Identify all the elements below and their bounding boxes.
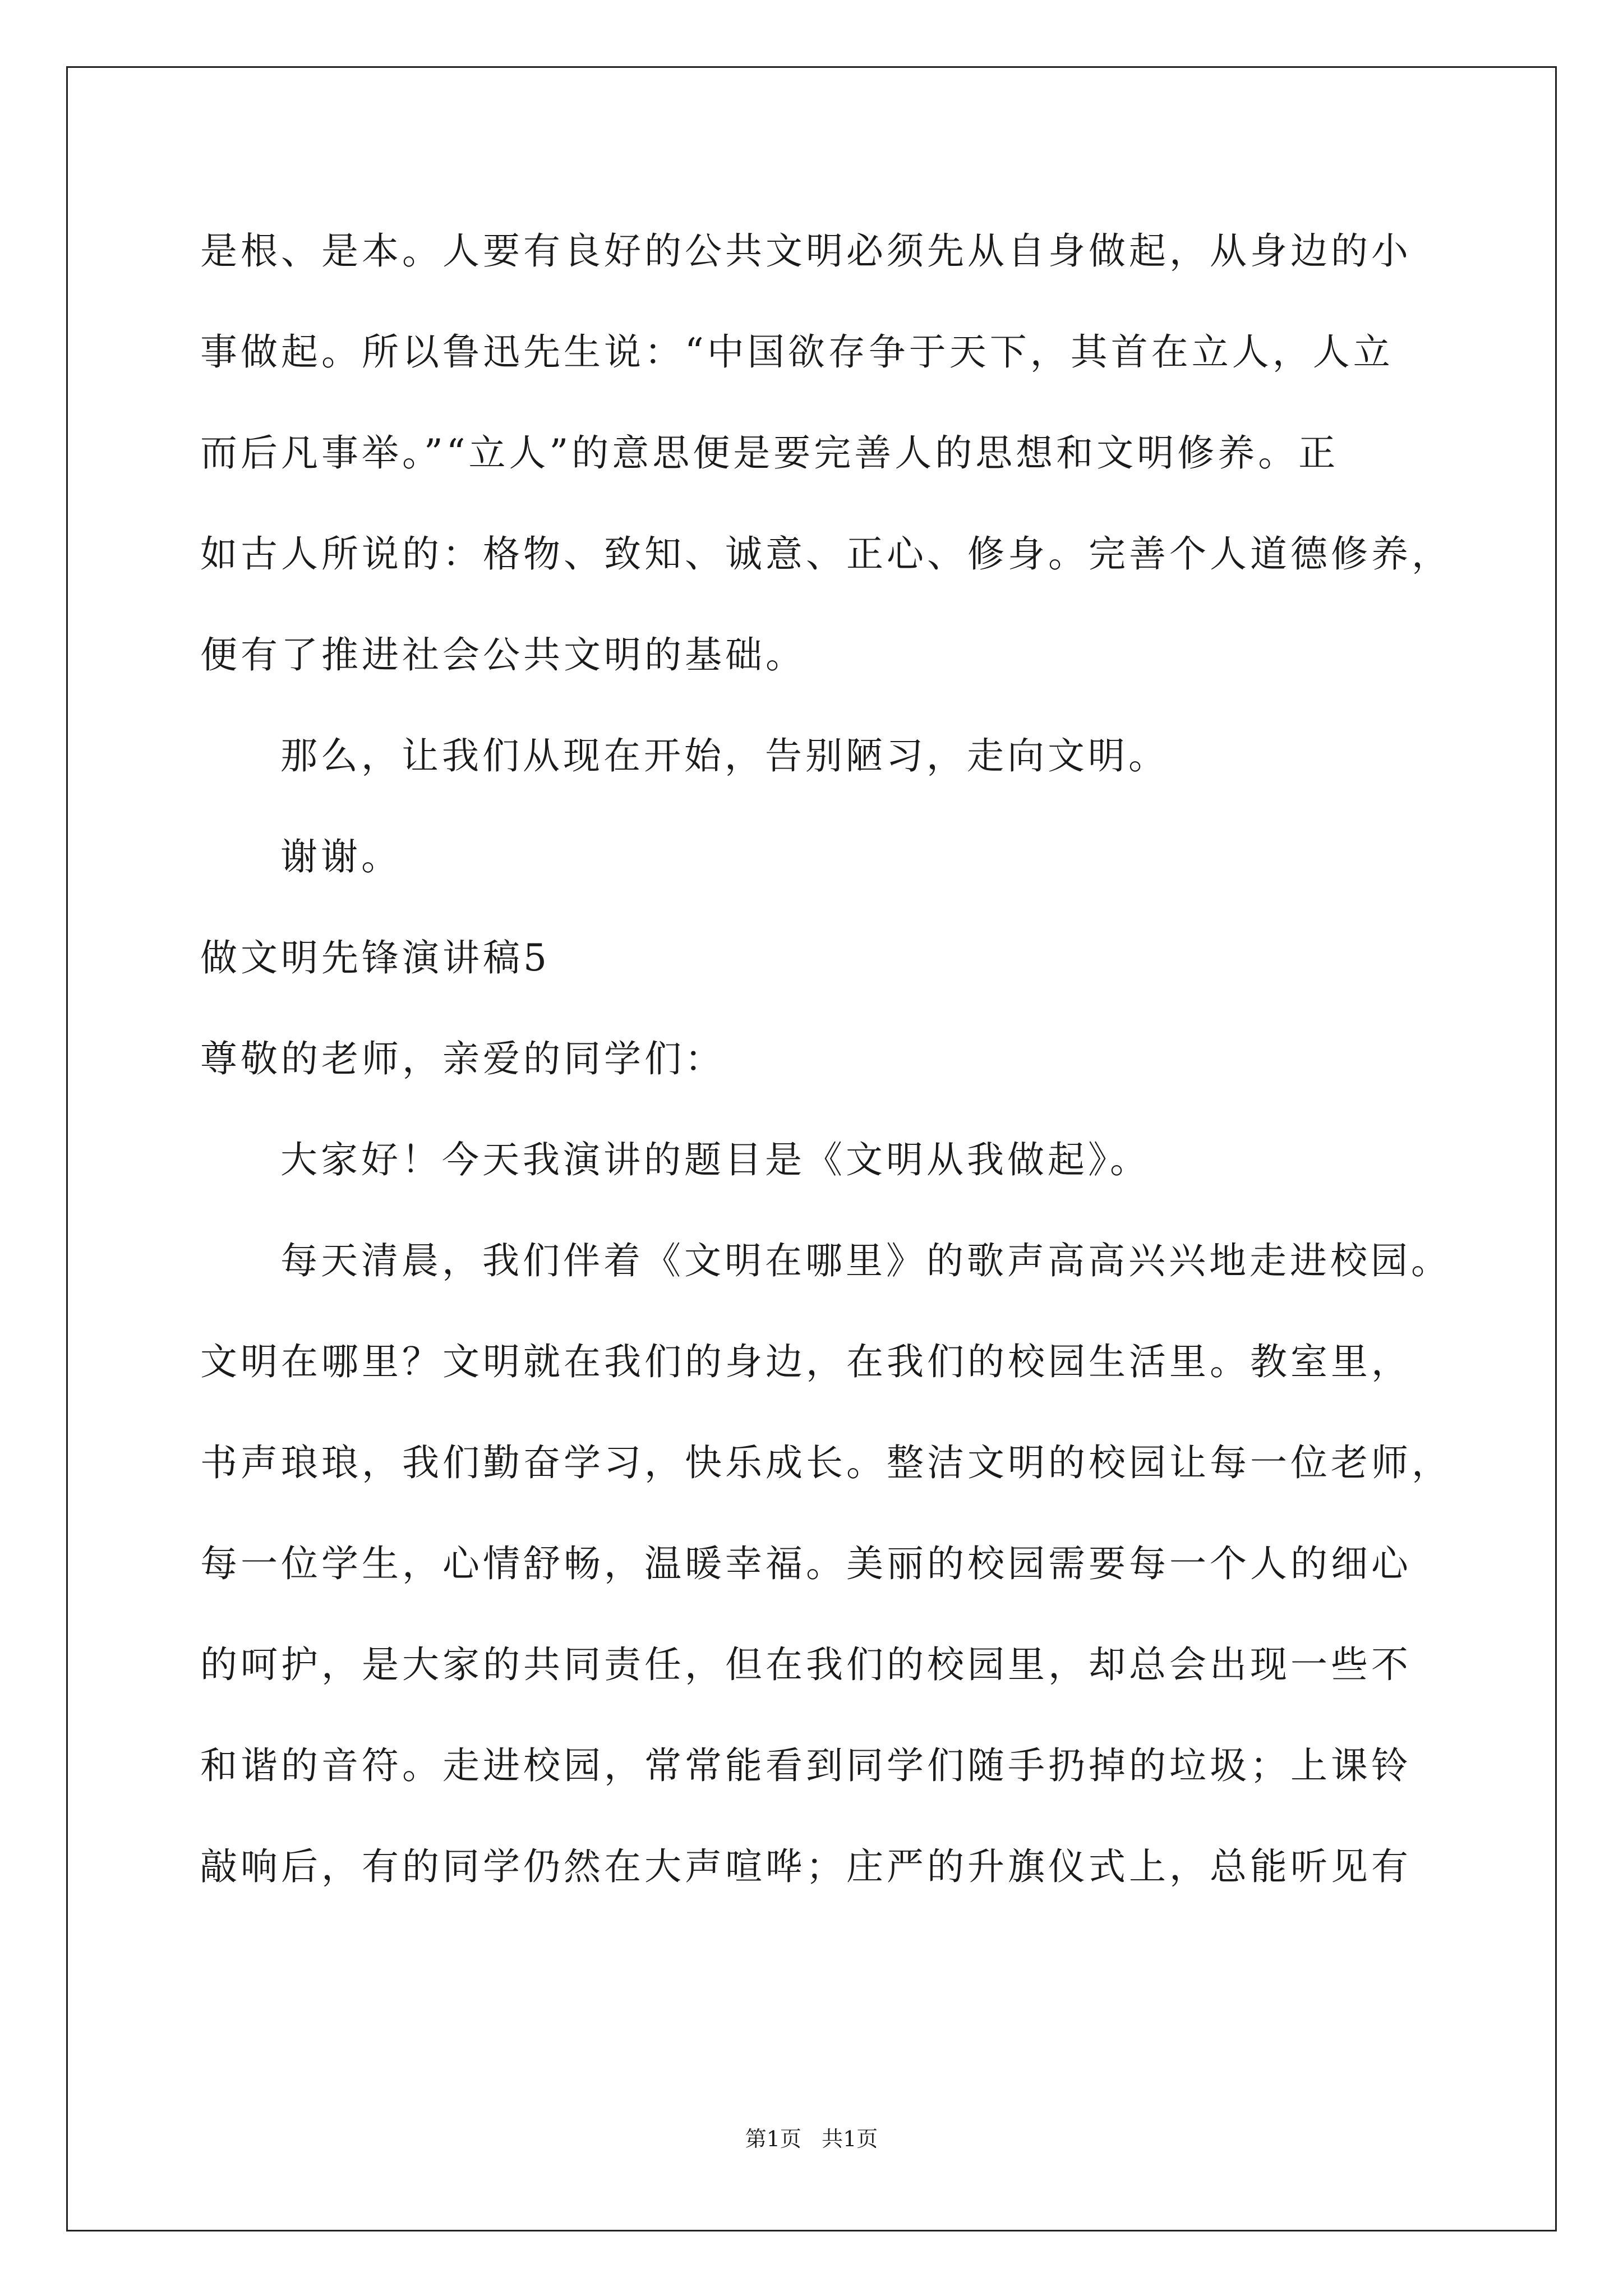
body-text-line: 是根、是本。人要有良好的公共文明必须先从自身做起，从身边的小 (200, 229, 1412, 273)
body-text-line: 每天清晨，我们伴着《文明在哪里》的歌声高高兴兴地走进校园。 (280, 1239, 1451, 1282)
body-text-line: 每一位学生，心情舒畅，温暖幸福。美丽的校园需要每一个人的细心 (200, 1542, 1412, 1585)
body-text-line: 文明在哪里？文明就在我们的身边，在我们的校园生活里。教室里， (200, 1340, 1412, 1383)
body-text-line: 和谐的音符。走进校园，常常能看到同学们随手扔掉的垃圾；上课铃 (200, 1744, 1412, 1787)
section-heading: 做文明先锋演讲稿5 (200, 936, 550, 979)
body-text-line: 大家好！今天我演讲的题目是《文明从我做起》。 (280, 1138, 1150, 1181)
body-text-line: 而后凡事举。”“立人”的意思便是要完善人的思想和文明修养。正 (200, 431, 1339, 475)
salutation: 尊敬的老师，亲爱的同学们： (200, 1037, 725, 1080)
body-text-line: 如古人所说的：格物、致知、诚意、正心、修身。完善个人道德修养， (200, 532, 1452, 576)
body-text-line: 便有了推进社会公共文明的基础。 (200, 633, 806, 677)
page-number-footer: 第1页 共1页 (745, 2127, 878, 2151)
body-text-line: 那么，让我们从现在开始，告别陋习，走向文明。 (280, 734, 1169, 777)
body-text-line: 的呵护，是大家的共同责任，但在我们的校园里，却总会出现一些不 (200, 1643, 1412, 1686)
body-text-line: 敲响后，有的同学仍然在大声喧哗；庄严的升旗仪式上，总能听见有 (200, 1845, 1412, 1888)
body-text-line: 书声琅琅，我们勤奋学习，快乐成长。整洁文明的校园让每一位老师， (200, 1441, 1452, 1484)
body-text-line: 事做起。所以鲁迅先生说：“中国欲存争于天下，其首在立人，人立 (200, 330, 1394, 374)
body-text-line: 谢谢。 (280, 835, 402, 878)
